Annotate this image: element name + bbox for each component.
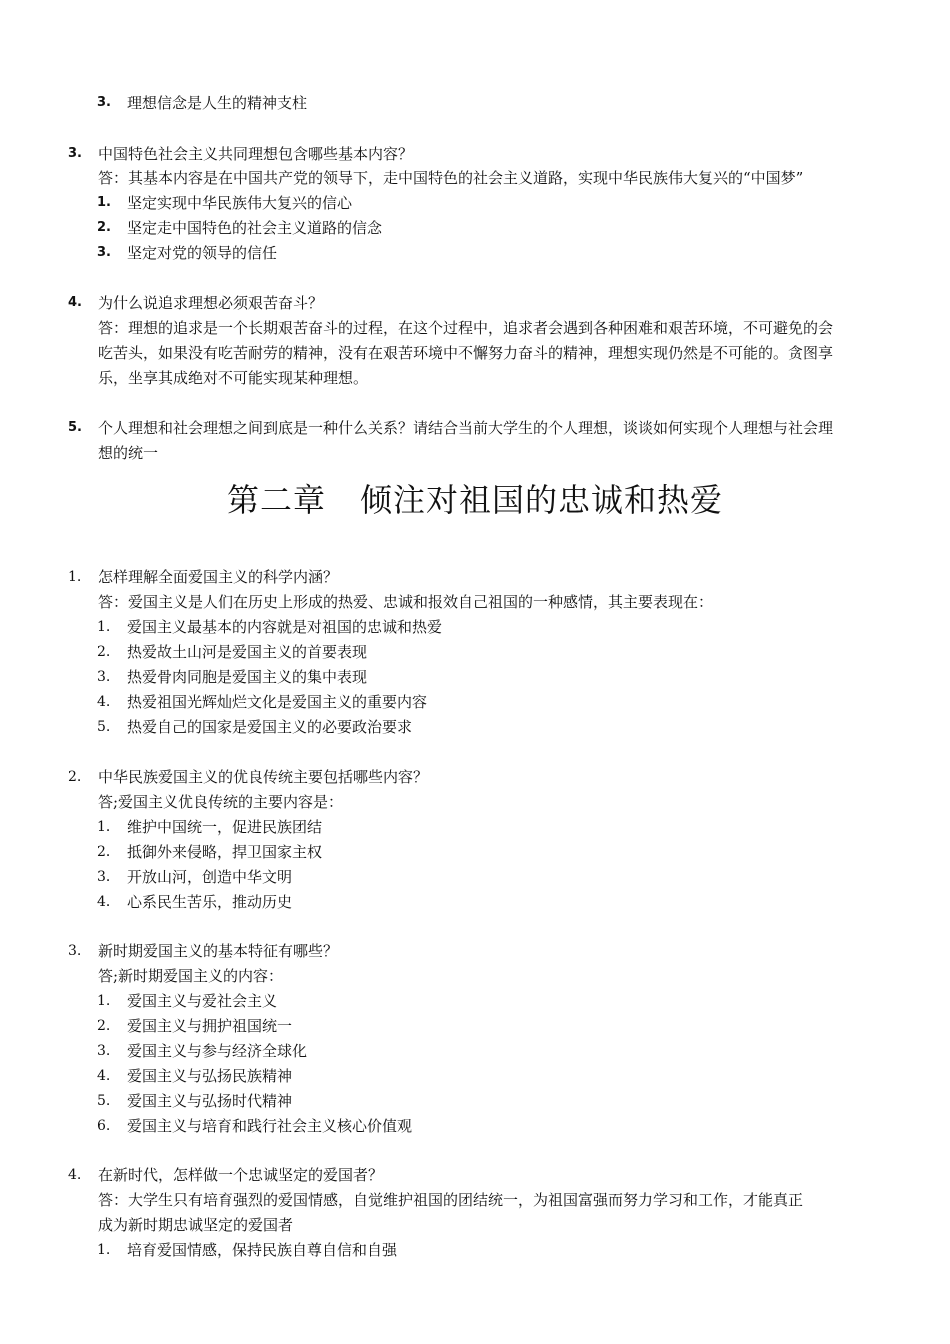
list-item: 坚定走中国特色的社会主义道路的信念 (127, 219, 383, 237)
list-number: 2. (97, 220, 111, 235)
question-number: 4. (68, 1167, 82, 1183)
chapter-heading (0, 478, 950, 522)
list-item: 维护中国统一，促进民族团结 (127, 818, 323, 836)
list-number: 4. (97, 1068, 111, 1084)
list-number: 6. (97, 1118, 111, 1134)
answer-text: 答;新时期爱国主义的内容： (98, 967, 284, 985)
answer-text: 答：其基本内容是在中国共产党的领导下，走中国特色的社会主义道路，实现中华民族伟大复兴的“中国梦” (98, 169, 804, 187)
list-item: 热爱自己的国家是爱国主义的必要政治要求 (127, 718, 413, 736)
list-item: 热爱骨肉同胞是爱国主义的集中表现 (127, 668, 368, 686)
question-number: 3. (68, 943, 82, 959)
list-number: 5. (97, 1093, 111, 1109)
answer-text: 答：大学生只有培育强烈的爱国情感，自觉维护祖国的团结统一，为祖国富强而努力学习和工作，才能真正 (98, 1191, 804, 1209)
list-item: 抵御外来侵略，捍卫国家主权 (127, 843, 323, 861)
list-number: 1. (97, 195, 111, 210)
list-number: 2． (97, 844, 120, 860)
question-number: 4. (68, 295, 82, 310)
list-number: 3． (97, 869, 120, 885)
question-text: 中华民族爱国主义的优良传统主要包括哪些内容？ (98, 768, 429, 786)
list-number: 2. (97, 644, 111, 660)
answer-text: 乐，坐享其成绝对不可能实现某种理想。 (98, 369, 369, 387)
list-item: 热爱故土山河是爱国主义的首要表现 (127, 643, 368, 661)
list-item: 开放山河，创造中华文明 (127, 868, 293, 886)
question-number: 5. (68, 420, 82, 435)
list-number: 5. (97, 719, 111, 735)
question-text: 怎样理解全面爱国主义的科学内涵？ (98, 568, 339, 586)
question-text: 为什么说追求理想必须艰苦奋斗？ (98, 294, 324, 312)
question-text: 想的统一 (98, 444, 159, 462)
list-number: 1. (97, 993, 111, 1009)
list-number: 3. (97, 95, 111, 110)
list-item: 心系民生苦乐，推动历史 (127, 893, 293, 911)
list-item: 爱国主义与爱社会主义 (127, 992, 278, 1010)
question-text: 个人理想和社会理想之间到底是一种什么关系？请结合当前大学生的个人理想，谈谈如何实现个人理想与社会理 (98, 419, 834, 437)
list-item: 坚定实现中华民族伟大复兴的信心 (127, 194, 353, 212)
list-item: 理想信念是人生的精神支柱 (127, 94, 308, 112)
list-number: 1. (97, 619, 111, 635)
list-item: 爱国主义与弘扬时代精神 (127, 1092, 293, 1110)
list-number: 3. (97, 669, 111, 685)
list-item: 坚定对党的领导的信任 (127, 244, 278, 262)
question-number: 2. (68, 769, 82, 785)
list-item: 爱国主义与弘扬民族精神 (127, 1067, 293, 1085)
list-item: 爱国主义与参与经济全球化 (127, 1042, 308, 1060)
question-text: 新时期爱国主义的基本特征有哪些？ (98, 942, 339, 960)
list-item: 爱国主义与拥护祖国统一 (127, 1017, 293, 1035)
answer-text: 答;爱国主义优良传统的主要内容是： (98, 793, 344, 811)
answer-text: 答：理想的追求是一个长期艰苦奋斗的过程，在这个过程中，追求者会遇到各种困难和艰苦环境，不可避免的会 (98, 319, 834, 337)
answer-text: 吃苦头，如果没有吃苦耐劳的精神，没有在艰苦环境中不懈努力奋斗的精神，理想实现仍然是不可能的。贪图享 (98, 344, 834, 362)
question-number: 3. (68, 146, 82, 161)
list-number: 1． (97, 819, 120, 835)
question-number: 1. (68, 569, 82, 585)
list-item: 热爱祖国光辉灿烂文化是爱国主义的重要内容 (127, 693, 428, 711)
question-text: 在新时代，怎样做一个忠诚坚定的爱国者？ (98, 1166, 384, 1184)
list-item: 培育爱国情感，保持民族自尊自信和自强 (127, 1241, 398, 1259)
answer-text: 成为新时期忠诚坚定的爱国者 (98, 1216, 294, 1234)
list-number: 3. (97, 1043, 111, 1059)
question-text: 中国特色社会主义共同理想包含哪些基本内容？ (98, 145, 414, 163)
list-item: 爱国主义最基本的内容就是对祖国的忠诚和热爱 (127, 618, 443, 636)
list-number: 2. (97, 1018, 111, 1034)
answer-text: 答：爱国主义是人们在历史上形成的热爱、忠诚和报效自己祖国的一种感情，其主要表现在： (98, 593, 714, 611)
list-number: 3. (97, 245, 111, 260)
list-number: 1. (97, 1242, 111, 1258)
list-number: 4． (97, 894, 120, 910)
list-item: 爱国主义与培育和践行社会主义核心价值观 (127, 1117, 413, 1135)
chapter-label: 第二章 (226, 481, 326, 519)
list-number: 4. (97, 694, 111, 710)
chapter-title: 倾注对祖国的忠诚和热爱 (360, 481, 724, 519)
